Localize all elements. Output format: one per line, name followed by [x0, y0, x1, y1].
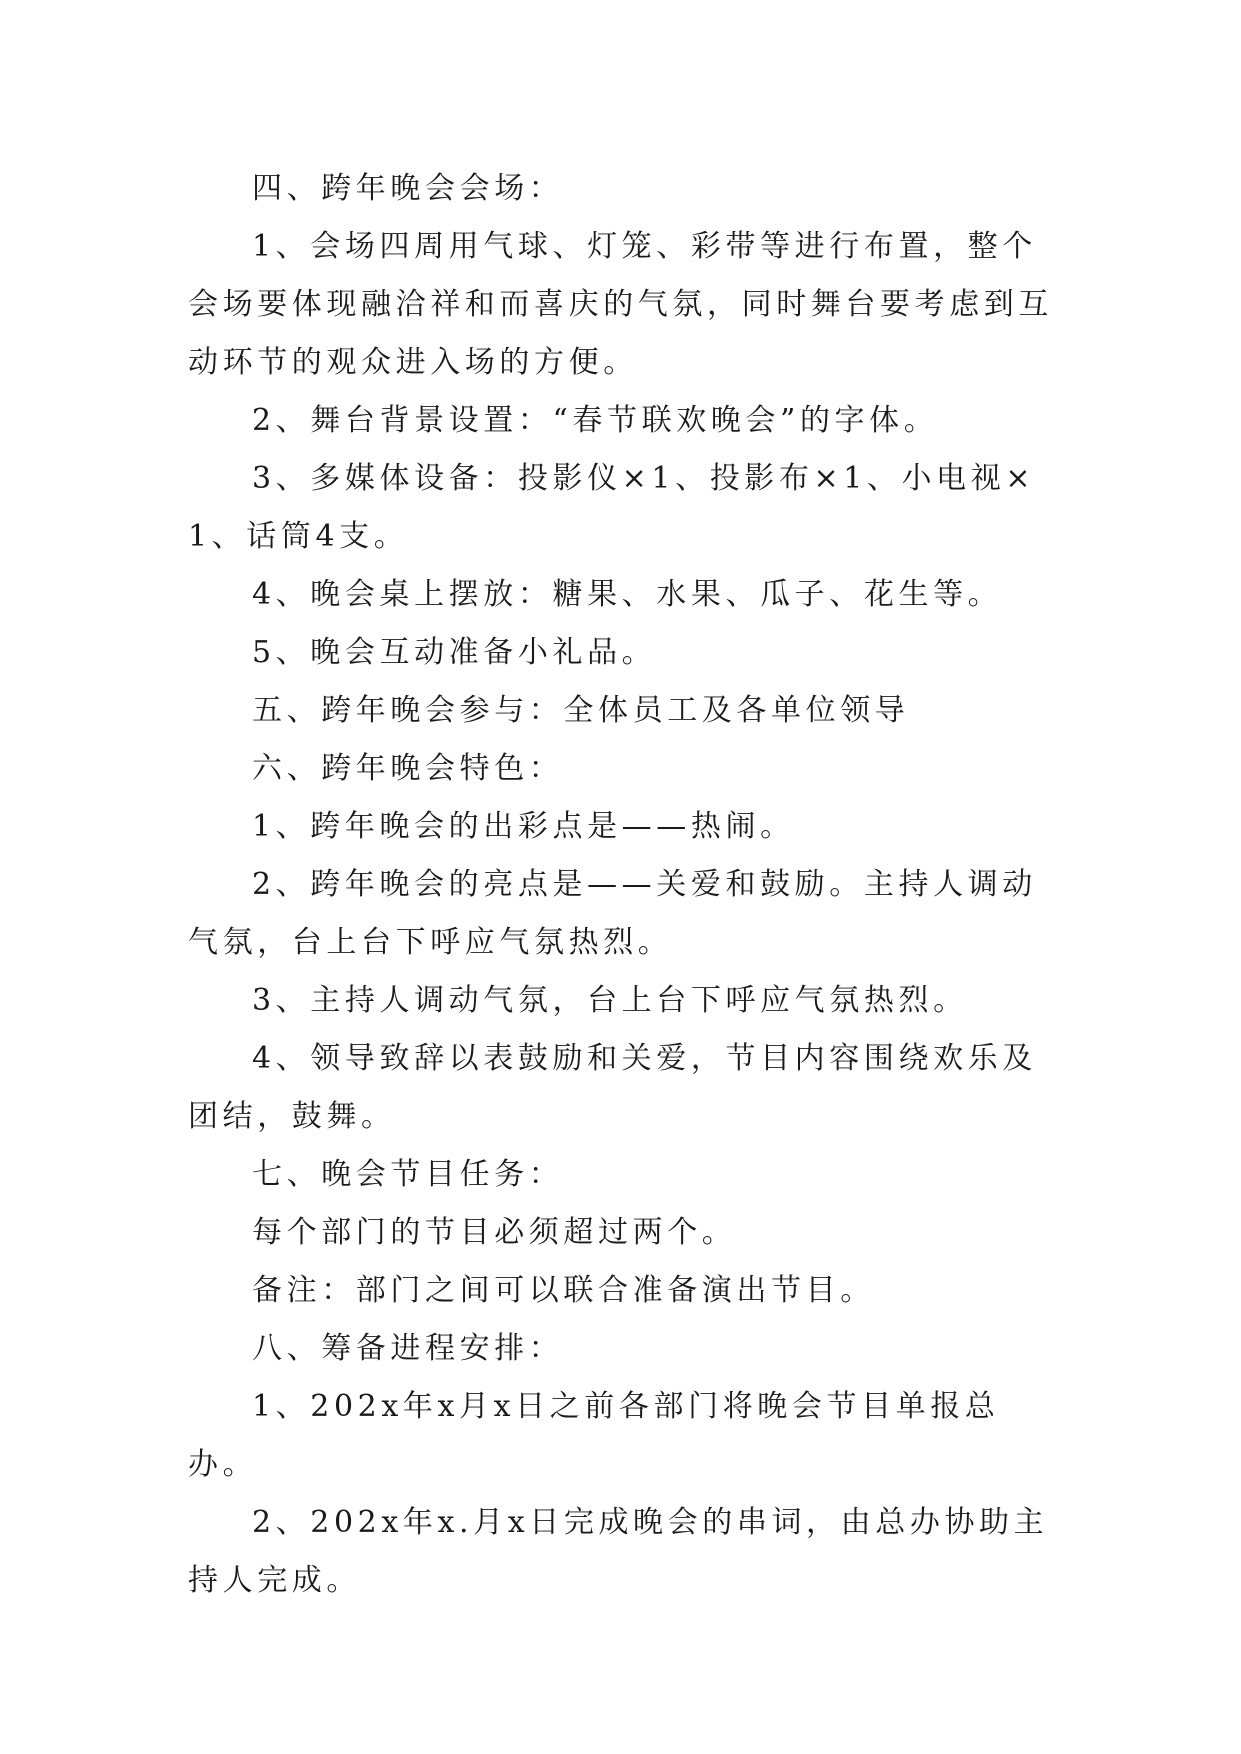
schedule-item-1: 1、202x年x月x日之前各部门将晚会节目单报总办。: [188, 1389, 1000, 1482]
features-item-4: 4、领导致辞以表鼓励和关爱，节目内容围绕欢乐及团结，鼓舞。: [188, 1041, 1037, 1134]
section-heading-schedule: 八、筹备进程安排：: [252, 1331, 564, 1366]
features-item-2: 2、跨年晚会的亮点是——关爱和鼓励。主持人调动气氛，台上台下呼应气氛热烈。: [188, 867, 1037, 960]
section-heading-participants: 五、跨年晚会参与：全体员工及各单位领导: [252, 693, 910, 728]
venue-item-5: 5、晚会互动准备小礼品。: [252, 635, 657, 670]
program-tasks-text: 每个部门的节目必须超过两个。: [252, 1215, 737, 1250]
document-body: [188, 160, 1068, 1610]
venue-item-2: 2、舞台背景设置：“春节联欢晚会”的字体。: [252, 403, 939, 438]
venue-item-4: 4、晚会桌上摆放：糖果、水果、瓜子、花生等。: [252, 577, 1003, 612]
schedule-item-2: 2、202x年x.月x日完成晚会的串词，由总办协助主持人完成。: [188, 1505, 1049, 1598]
features-item-3: 3、主持人调动气氛，台上台下呼应气氛热烈。: [252, 983, 968, 1018]
venue-item-3: 3、多媒体设备：投影仪×1、投影布×1、小电视×1、话筒4支。: [188, 461, 1036, 554]
section-heading-venue: 四、跨年晚会会场：: [252, 171, 564, 206]
section-heading-features: 六、跨年晚会特色：: [252, 751, 564, 786]
features-item-1: 1、跨年晚会的出彩点是——热闹。: [252, 809, 795, 844]
section-heading-program-tasks: 七、晚会节目任务：: [252, 1157, 564, 1192]
venue-item-1: 1、会场四周用气球、灯笼、彩带等进行布置，整个会场要体现融洽祥和而喜庆的气氛，同时舞台要考虑到互动环节的观众进入场的方便。: [188, 229, 1053, 380]
program-tasks-note: 备注：部门之间可以联合准备演出节目。: [252, 1273, 875, 1308]
